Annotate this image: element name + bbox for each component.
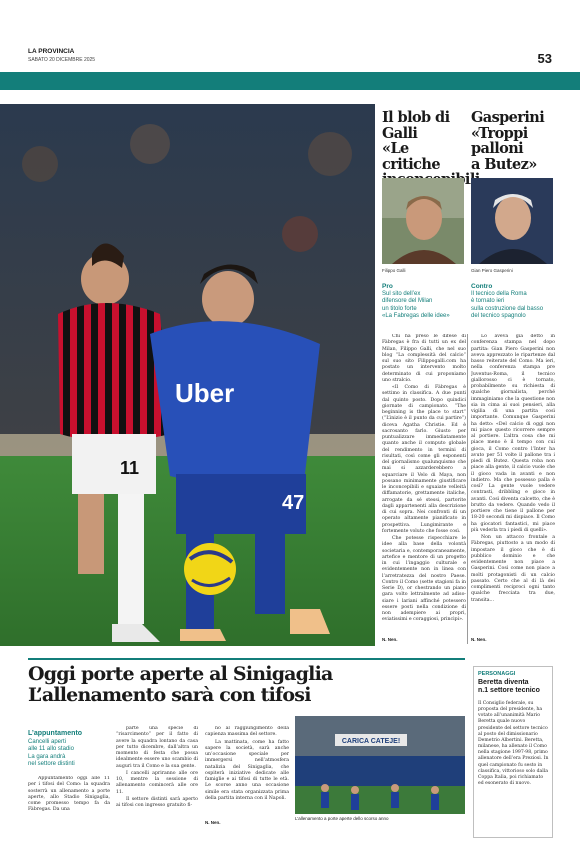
gasperini-headline xyxy=(471,110,555,172)
bottom-article-column-2 xyxy=(116,726,198,838)
galli-photo-caption: Filippo Galli xyxy=(382,268,406,273)
como-shirt-number: 47 xyxy=(282,492,305,514)
gasperini-portrait-illustration xyxy=(471,178,553,264)
training-photo-caption: L’allenamento a porte aperte dello scorso anno xyxy=(295,816,389,821)
bottom-article-paragraph: parte una specie di “risarcimento” per il fatto di avere la squadra lontano da casa per tutto dicembre, dall’altra un momento di festa che possa idealmente essere uno scambio di auguri tra il Como e la sua gente. xyxy=(116,726,198,769)
gasperini-headline-line-2: «Troppi xyxy=(471,124,528,142)
box-title xyxy=(478,679,550,695)
box-kicker: PERSONAGGI xyxy=(478,671,516,677)
gasperini-subtitle-line-4: del tecnico spagnolo xyxy=(471,312,526,319)
training-photo-illustration xyxy=(295,716,465,814)
appointment-subtitle-line-2: alle 11 allo stadio xyxy=(28,746,74,753)
gasperini-article-signature: N. Nen. xyxy=(471,637,487,642)
bottom-headline-line-2: L’allenamento sarà con tifosi xyxy=(28,684,311,706)
galli-tag: Pro xyxy=(382,283,393,290)
page-number: 53 xyxy=(537,51,552,66)
gasperini-subtitle-line-3: sulla costruzione dal basso xyxy=(471,305,544,312)
box-title-line-1: Beretta diventa xyxy=(478,679,529,686)
galli-subtitle-line-2: difensore del Milan xyxy=(382,298,433,305)
galli-headline-line-1: Il blob di Galli xyxy=(382,109,450,142)
section-bar xyxy=(0,72,580,90)
box-title-line-2: n.1 settore tecnico xyxy=(478,687,540,695)
galli-article-paragraph: Chi ha preso le difese di Fàbregas è fra di tutti un ex del Milan, Filippo Galli, che nel suo blog “La complessità del calcio” sul suo sito Filippogalli.com ha postato un intervento molto determinato di cui proponiamo uno stralcio. xyxy=(382,334,466,383)
masthead xyxy=(28,48,552,72)
milan-shirt-number: 11 xyxy=(120,458,140,478)
personaggi-box xyxy=(473,666,553,838)
galli-article-signature: N. Nen. xyxy=(382,637,398,642)
bottom-article-paragraph: La mattinata, come ha fatto sapere la società, sarà anche un’occasione speciale per immergersi nell’atmosfera natalizia del Sinigaglia, che ospiterà iniziative dedicate alle famiglie e ai tifosi di tutte le età. Le scorse anno una occasione simile era stata organizzata prima della partita interna con il Napoli. xyxy=(205,739,289,801)
issue-date: SABATO 20 DICEMBRE 2025 xyxy=(28,57,96,63)
shirt-sponsor: Uber xyxy=(175,378,235,408)
gasperini-article-paragraph: Lo aveva già detto in conferenza stampa nel dopo partita: Gian Piero Gasperini non aveva apprezzato le ripartenze dal basso reiterate del Como. Ma ieri, nella conferenza stampa pre Juventus-Roma, il tecnico giallorosso ci è tornato, probabilmente su richiesta di qualche giornalista, perché immaginiamo che la questione non sia in cima ai suoi pensieri, alla vigilia di una partita così importante. Comunque Gasperini ha detto: «Del calcio di oggi non mi piace questo ricorrere sempre al portiere. L’altra cosa che mi piace meno è il tempo con cui gioca, il Como contro l’Inter ha avuto per 51 volte il pallone tra i piedi di Butez. Questa roba non piace alla gente, il calcio vuole che il gioco vada in avanti e non indietro. Ma che possesso palla è così? La gente vuole vedere contrasti, dribbling e gioco in avanti. Così diventa calcetto, che è brutto da vedere. Quando vedo il portiere che tiene il pallone per 18-20 secondi mi dispiace. Il Como ha giocatori fantastici, mi piace più vederla tra i piedi di quelli». xyxy=(471,334,555,533)
bottom-article-paragraph: Appuntamento oggi alle 11 per i tifosi del Como: la squadra sosterrà un allenamento a porte aperte, allo Stadio Sinigaglia, come promesso tempo fa da Fàbregas. Da una xyxy=(28,776,110,813)
bottom-article-paragraph: Il settore distinti sarà aperto ai tifosi con ingresso gratuito fi- xyxy=(116,796,198,808)
bottom-article-column-3 xyxy=(205,726,289,816)
galli-article-paragraph: Che potesse rispecchiare le idee alla base della volontà societaria e, contemporaneamente, artefice e mentore di un progetto in cui l’ingaggio culturale e evidentemente non in linea con l’arretratezza del nostro Paese. Contro il Como (sette stagioni fa in Serie D), or chestrando un piano gara volto lettralmente ad adiso-siare i lariani affinché potessero essere posti nella condizione di non adempiere ai propri, eviatissimi e coraggiosi, principi». xyxy=(382,536,466,623)
bottom-headline xyxy=(28,664,465,706)
appointment-subtitle-line-3: La gara andrà xyxy=(28,753,66,760)
galli-article xyxy=(382,334,466,634)
gasperini-article-paragraph: Non un attacco frontale a Fàbregas, piuttosto a un modo di impostare il gioco che è di pubblico dominio e che evidentemente non piace a Gasperini. Così come non piace a molti protagonisti di un calcio passato. Certo che al di là dei complimenti reciproci ogni tanto qualche frecciata tra due, transita... xyxy=(471,535,555,603)
galli-subtitle-line-4: «La Fabregas delle idee» xyxy=(382,312,450,319)
photo-banner-text: CARICA CATEJE! xyxy=(341,738,401,745)
box-text: Il Consiglio federale, su proposta del presidente, ha votato all’unanimità Mario Beretta quale nuovo presidente del settore tecnico al posto del dimissionario Demetrio Albertini. Beretta, milanese, ha allenato il Como nella stagione 1997-98, primo allenatore dell’era Preziosi. In quel campionato fu sesto in classifica, vittorioso solo dalla Coppa Italia, poi richiamato ed esonerato di nuovo. xyxy=(478,701,549,787)
gasperini-article xyxy=(471,334,555,634)
galli-article-paragraph: «Il Como di Fàbregas è settimo in classifica. A due punti dal quinto posto. Dopo quindici giornate di campionato. “The beginning is the place to start” (“L’inizio è il punto da cui partire”) diceva Agatha Christie. Ed è sacrosanto farlo. Giusto per puntualizzare immediatamente quanto anche il computo globale del rendimento in termini di risultati, così come gli esponenti del giornalismo qualunquismo che mai si azzarderebbero a squarciare il Velo di Maya, non possano minimamente giustificare le inconcepibili e sguaiate velleità diffamatorie, grettamente italiche, arrogate da sé stessi, partorite dagli appartenenti alla descrizione di cui sopra. Nei confronti di un operato altamente pianificato in prospettiva. Lungimirante e fortemente voluto che fosse così. xyxy=(382,385,466,534)
hero-photo xyxy=(0,104,375,646)
bottom-article-rule xyxy=(28,658,465,660)
appointment-tag: L’appuntamento xyxy=(28,730,83,737)
galli-headline-line-2: «Le critiche xyxy=(382,140,440,173)
training-photo xyxy=(295,716,465,814)
bottom-article-paragraph: I cancelli apriranno alle ore 10, mentre la sessione di allenamento comincerà alle ore 11. xyxy=(116,770,198,795)
galli-subtitle xyxy=(382,291,466,320)
gasperini-subtitle-line-2: è tornato ieri xyxy=(471,298,505,305)
match-photo-illustration xyxy=(0,104,375,646)
galli-subtitle-line-1: Sul sito dell’ex xyxy=(382,291,421,297)
gasperini-headline-line-4: a Butez» xyxy=(471,155,537,173)
gasperini-tag: Contro xyxy=(471,283,493,290)
appointment-subtitle xyxy=(28,739,118,769)
galli-portrait-illustration xyxy=(382,178,464,264)
newspaper-name: LA PROVINCIA xyxy=(28,48,75,55)
galli-portrait xyxy=(382,178,464,264)
galli-subtitle-line-3: un titolo forte xyxy=(382,305,417,312)
gasperini-portrait xyxy=(471,178,553,264)
gasperini-headline-line-3: palloni xyxy=(471,140,524,157)
gasperini-headline-line-1: Gasperini xyxy=(471,109,545,126)
bottom-article-column-1 xyxy=(28,776,110,838)
appointment-subtitle-line-4: nel settore distinti xyxy=(28,761,75,768)
bottom-headline-line-1: Oggi porte aperte al Sinigaglia xyxy=(28,663,333,685)
gasperini-photo-caption: Gian Piero Gasperini xyxy=(471,268,513,273)
appointment-subtitle-line-1: Cancelli aperti xyxy=(28,739,67,745)
bottom-article-paragraph: no al raggiungimento della capienza massima del settore. xyxy=(205,726,289,738)
bottom-article-signature: N. Nen. xyxy=(205,820,221,825)
column-divider xyxy=(467,334,468,644)
gasperini-subtitle xyxy=(471,291,555,320)
gasperini-subtitle-line-1: Il tecnico della Roma xyxy=(471,291,527,297)
